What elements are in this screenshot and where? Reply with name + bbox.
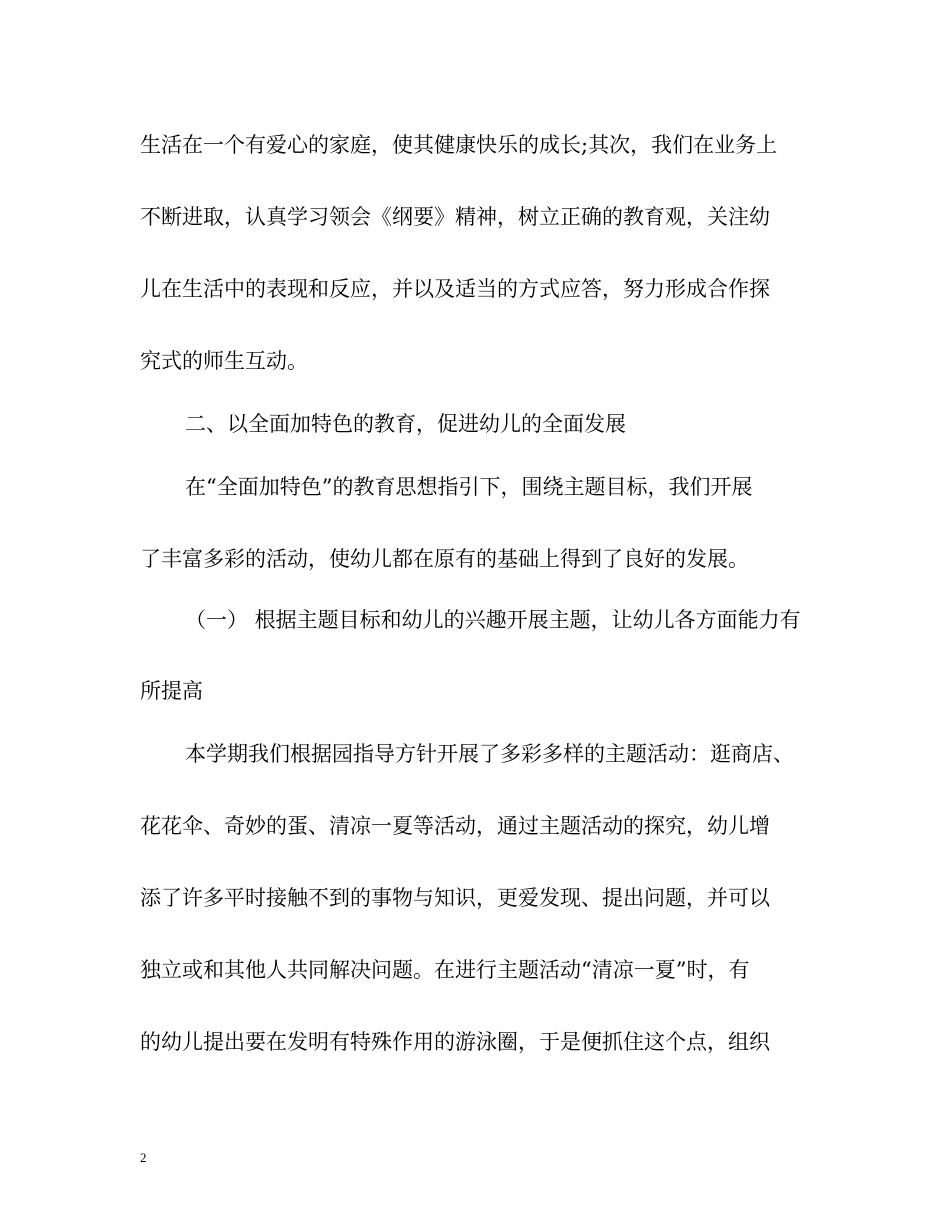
body-text-line: 独立或和其他人共同解决问题。在进行主题活动“清凉一夏”时，有 xyxy=(140,958,750,982)
page-number: 2 xyxy=(140,1150,147,1165)
body-text-line: 儿在生活中的表现和反应，并以及适当的方式应答，努力形成合作探 xyxy=(140,277,770,301)
body-text-line: 花花伞、奇妙的蛋、清凉一夏等活动，通过主题活动的探究，幼儿增 xyxy=(140,814,770,838)
body-text-line: 的幼儿提出要在发明有特殊作用的游泳圈，于是便抓住这个点，组织 xyxy=(140,1030,770,1054)
body-text-line: 本学期我们根据园指导方针开展了多彩多样的主题活动：逛商店、 xyxy=(185,742,794,766)
body-text-line: 不断进取，认真学习领会《纲要》精神，树立正确的教育观，关注幼 xyxy=(140,205,770,229)
body-text-line: 添了许多平时接触不到的事物与知识，更爱发现、提出问题，并可以 xyxy=(140,886,770,910)
subsection-heading-continued: 所提高 xyxy=(140,679,203,703)
body-text-line: 了丰富多彩的活动，使幼儿都在原有的基础上得到了良好的发展。 xyxy=(140,547,749,571)
subsection-heading: （一） 根据主题目标和幼儿的兴趣开展主题，让幼儿各方面能力有 xyxy=(185,608,801,632)
body-text-line: 在“全面加特色”的教育思想指引下，围绕主题目标，我们开展 xyxy=(185,475,753,499)
body-text-line: 生活在一个有爱心的家庭，使其健康快乐的成长;其次，我们在业务上 xyxy=(140,133,778,157)
body-text-line: 究式的师生互动。 xyxy=(140,349,308,373)
section-heading: 二、以全面加特色的教育，促进幼儿的全面发展 xyxy=(185,412,626,436)
